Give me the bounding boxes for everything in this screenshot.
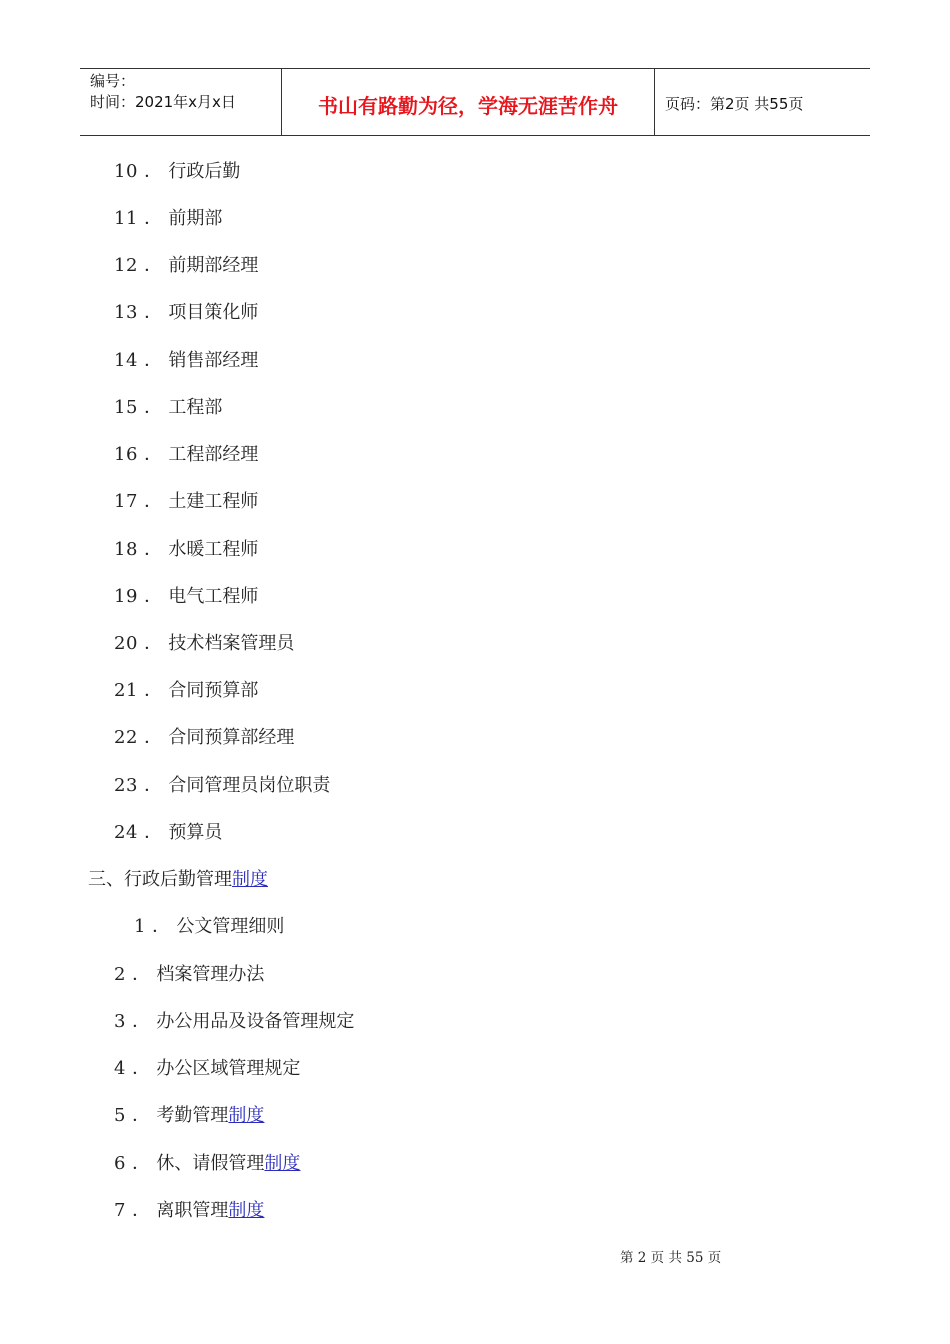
list-item: 6 ． 休、请假管理制度: [114, 1153, 301, 1174]
section-heading: 三、行政后勤管理制度: [88, 869, 268, 890]
list-item: 14 ． 销售部经理: [114, 350, 259, 371]
time-label: 时间：2021年x月x日: [90, 93, 236, 111]
document-header: [80, 68, 870, 136]
header-meta: [80, 69, 282, 135]
item-link[interactable]: 制度: [228, 1105, 265, 1126]
list-item: 4 ． 办公区域管理规定: [114, 1058, 301, 1079]
number-label: 编号：: [90, 72, 136, 90]
list-item: 7 ． 离职管理制度: [114, 1200, 265, 1221]
list-item: 12 ． 前期部经理: [114, 255, 259, 276]
list-item: 19 ． 电气工程师: [114, 586, 259, 607]
list-item: 16 ． 工程部经理: [114, 444, 259, 465]
list-item: 20 ． 技术档案管理员: [114, 633, 295, 654]
header-motto: 书山有路勤为径，学海无涯苦作舟: [282, 69, 655, 135]
list-item: 11 ． 前期部: [114, 208, 223, 229]
list-item: 23 ． 合同管理员岗位职责: [114, 775, 331, 796]
list-item: 5 ． 考勤管理制度: [114, 1105, 265, 1126]
list-item: 1 ． 公文管理细则: [134, 916, 285, 937]
list-item: 17 ． 土建工程师: [114, 491, 259, 512]
list-item: 2 ． 档案管理办法: [114, 964, 265, 985]
section-link[interactable]: 制度: [232, 869, 268, 890]
list-item: 21 ． 合同预算部: [114, 680, 259, 701]
list-item: 13 ． 项目策化师: [114, 302, 259, 323]
list-item: 24 ． 预算员: [114, 822, 223, 843]
item-link[interactable]: 制度: [228, 1200, 265, 1221]
header-page-label: 页码：第2页 共55页: [665, 94, 804, 113]
list-item: 22 ． 合同预算部经理: [114, 727, 295, 748]
list-item: 18 ． 水暖工程师: [114, 539, 259, 560]
page-footer: 第 2 页 共 55 页: [620, 1250, 722, 1266]
list-item: 10 ． 行政后勤: [114, 161, 241, 182]
item-link[interactable]: 制度: [264, 1153, 301, 1174]
list-item: 15 ． 工程部: [114, 397, 223, 418]
list-item: 3 ． 办公用品及设备管理规定: [114, 1011, 355, 1032]
